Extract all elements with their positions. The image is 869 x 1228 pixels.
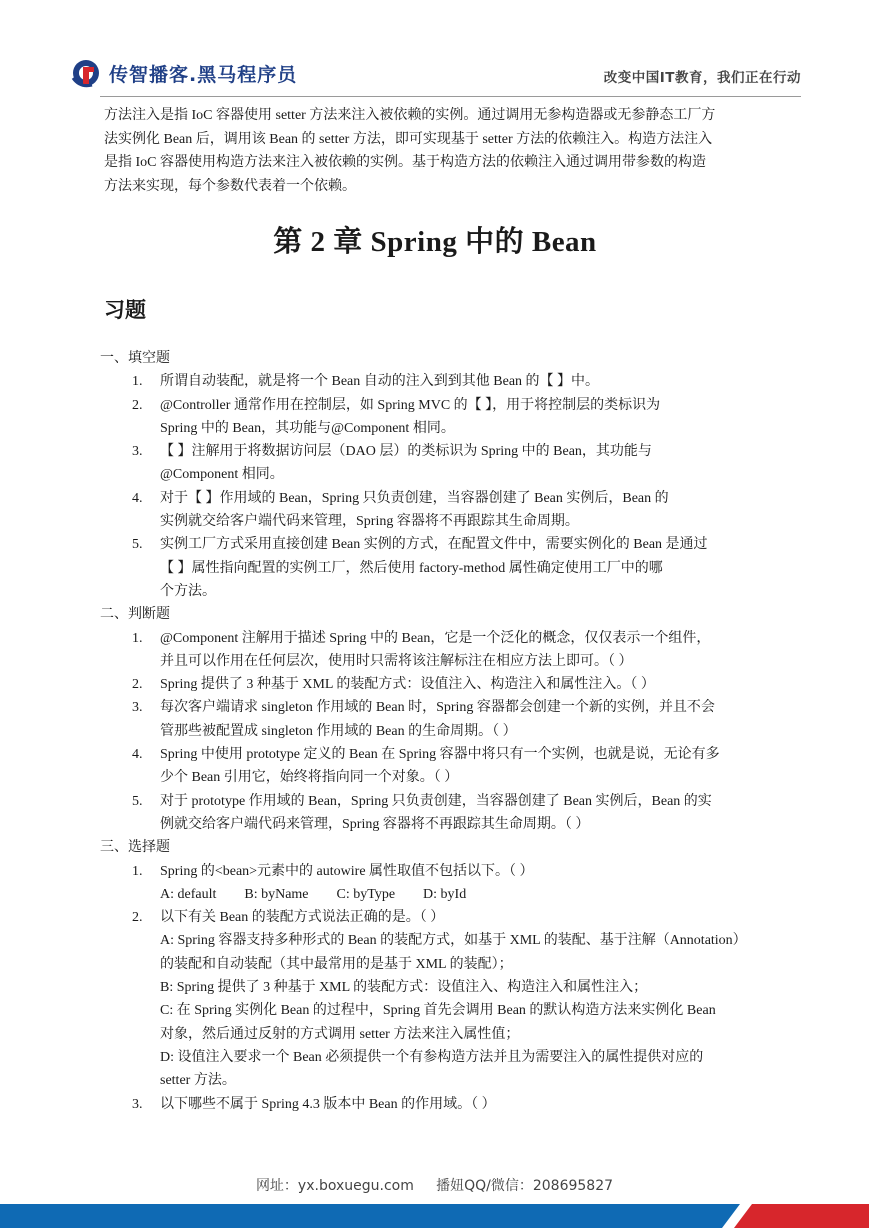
footer-contact: 网址：yx.boxuegu.com 播妞QQ/微信：208695827 xyxy=(255,1178,614,1194)
question-line: 所谓自动装配，就是将一个 Bean 自动的注入到到其他 Bean 的【 】中。 xyxy=(160,374,600,390)
choice-option-line: setter 方法。 xyxy=(160,1073,236,1089)
question-line: 例就交给客户端代码来管理，Spring 容器将不再跟踪其生命周期。（ ） xyxy=(160,816,590,832)
question-item xyxy=(104,860,766,907)
question-line: 对于【 】作用域的 Bean，Spring 只负责创建，当容器创建了 Bean 实例后，Bean 的 xyxy=(160,490,669,506)
question-number: 3. xyxy=(132,700,143,716)
section-title: 二、判断题 xyxy=(100,607,170,623)
choice-option-line: B: Spring 提供了 3 种基于 XML 的装配方式：设值注入、构造注入和属性注入； xyxy=(160,980,648,996)
question-text xyxy=(160,743,766,790)
header-divider xyxy=(100,96,801,97)
question-item xyxy=(104,440,766,487)
question-text xyxy=(160,440,766,487)
question-text xyxy=(160,673,766,696)
question-line: Spring 中的 Bean，其功能与@Component 相同。 xyxy=(160,420,455,436)
question-text xyxy=(160,487,766,534)
choice-option-line: D: 设值注入要求一个 Bean 必须提供一个有参构造方法并且为需要注入的属性提供对应的 xyxy=(160,1049,704,1065)
question-number: 3. xyxy=(132,444,143,460)
choice-options: A: default B: byName C: byType D: byId xyxy=(160,886,467,902)
question-line: 少个 Bean 引用它，始终将指向同一个对象。（ ） xyxy=(160,770,459,786)
question-line: 【 】属性指向配置的实例工厂，然后使用 factory-method 属性确定使用工厂中的哪 xyxy=(160,560,663,576)
question-number: 1. xyxy=(132,863,143,879)
question-number: 5. xyxy=(132,793,143,809)
document-body xyxy=(100,104,766,1116)
question-line: 个方法。 xyxy=(160,583,216,599)
section-title: 三、选择题 xyxy=(100,840,170,856)
choice-option-line: C: 在 Spring 实例化 Bean 的过程中，Spring 首先会调用 Bean 的默认构造方法来实例化 Bean xyxy=(160,1003,716,1019)
question-line: @Component 相同。 xyxy=(160,467,284,483)
question-line: 每次客户端请求 singleton 作用域的 Bean 时，Spring 容器都会创建一个新的实例，并且不会 xyxy=(160,700,715,716)
question-item xyxy=(104,370,766,393)
multiple-choice-section xyxy=(100,836,766,1116)
exercise-heading: 习题 xyxy=(104,298,146,322)
question-text xyxy=(160,533,766,603)
question-item xyxy=(104,743,766,790)
question-text xyxy=(160,906,766,1092)
choice-option-line: A: Spring 容器支持多种形式的 Bean 的装配方式，如基于 XML 的装配、基于注解（Annotation） xyxy=(160,933,747,949)
question-text xyxy=(160,394,766,441)
question-item xyxy=(104,1093,766,1116)
intro-line: 方法注入是指 IoC 容器使用 setter 方法来注入被依赖的实例。通过调用无参构造器或无参静态工厂方 xyxy=(104,108,716,123)
section-title: 一、填空题 xyxy=(100,351,170,366)
question-line: 以下有关 Bean 的装配方式说法正确的是。（ ） xyxy=(160,910,445,926)
chapter-title: 第 2 章 Spring 中的 Bean xyxy=(273,226,597,258)
question-line: 以下哪些不属于 Spring 4.3 版本中 Bean 的作用域。（ ） xyxy=(160,1096,496,1112)
question-text xyxy=(160,696,766,743)
question-number: 1. xyxy=(132,630,143,646)
intro-paragraph xyxy=(104,104,766,198)
question-item xyxy=(104,533,766,603)
chuanzhi-logo-icon xyxy=(70,58,106,90)
question-item xyxy=(104,906,766,1092)
question-text xyxy=(160,1093,766,1116)
true-false-section xyxy=(100,603,766,836)
question-number: 5. xyxy=(132,537,143,553)
question-line: 【 】注解用于将数据访问层（DAO 层）的类标识为 Spring 中的 Bean，其功能与 xyxy=(160,444,652,460)
footer-bar xyxy=(0,1204,869,1228)
header-slogan: 改变中国IT教育，我们正在行动 xyxy=(603,70,801,86)
question-line: Spring 提供了 3 种基于 XML 的装配方式：设值注入、构造注入和属性注入。（ ） xyxy=(160,677,655,693)
question-number: 2. xyxy=(132,910,143,926)
question-line: 管那些被配置成 singleton 作用域的 Bean 的生命周期。（ ） xyxy=(160,723,517,739)
question-line: 并且可以作用在任何层次，使用时只需将该注解标注在相应方法上即可。（ ） xyxy=(160,653,633,669)
choice-option-line: 对象，然后通过反射的方式调用 setter 方法来注入属性值； xyxy=(160,1026,520,1042)
question-line: Spring 的<bean>元素中的 autowire 属性取值不包括以下。（ ） xyxy=(160,863,534,879)
question-line: Spring 中使用 prototype 定义的 Bean 在 Spring 容器中将只有一个实例，也就是说，无论有多 xyxy=(160,747,720,763)
question-line: 对于 prototype 作用域的 Bean，Spring 只负责创建，当容器创建了 Bean 实例后，Bean 的实 xyxy=(160,793,712,809)
question-item xyxy=(104,394,766,441)
question-item xyxy=(104,627,766,674)
question-item xyxy=(104,673,766,696)
question-line: 实例工厂方式采用直接创建 Bean 实例的方式，在配置文件中，需要实例化的 Bean 是通过 xyxy=(160,537,708,553)
question-line: 实例就交给客户端代码来管理，Spring 容器将不再跟踪其生命周期。 xyxy=(160,514,579,530)
question-number: 4. xyxy=(132,490,143,506)
question-line: @Controller 通常作用在控制层，如 Spring MVC 的【 】，用于将控制层的类标识为 xyxy=(160,397,661,413)
intro-line: 法实例化 Bean 后，调用该 Bean 的 setter 方法，即可实现基于 setter 方法的依赖注入。构造方法注入 xyxy=(104,131,713,147)
question-text xyxy=(160,860,766,907)
question-text xyxy=(160,370,766,393)
question-line: @Component 注解用于描述 Spring 中的 Bean，它是一个泛化的概念，仅仅表示一个组件， xyxy=(160,630,711,646)
fill-in-section xyxy=(100,347,766,603)
intro-line: 是指 IoC 容器使用构造方法来注入被依赖的实例。基于构造方法的依赖注入通过调用带参数的构造 xyxy=(104,155,706,170)
question-number: 2. xyxy=(132,677,143,693)
question-number: 1. xyxy=(132,374,143,390)
question-number: 2. xyxy=(132,397,143,413)
choice-option-line: 的装配和自动装配（其中最常用的是基于 XML 的装配）； xyxy=(160,956,513,972)
question-item xyxy=(104,487,766,534)
brand-name: 传智播客.黑马程序员 xyxy=(109,64,298,86)
page-header xyxy=(0,0,869,100)
intro-line: 方法来实现，每个参数代表着一个依赖。 xyxy=(104,178,356,194)
question-item xyxy=(104,696,766,743)
question-text xyxy=(160,627,766,674)
question-number: 3. xyxy=(132,1096,143,1112)
question-text xyxy=(160,790,766,837)
question-number: 4. xyxy=(132,747,143,763)
question-item xyxy=(104,790,766,837)
exercise-sections xyxy=(100,347,766,1116)
